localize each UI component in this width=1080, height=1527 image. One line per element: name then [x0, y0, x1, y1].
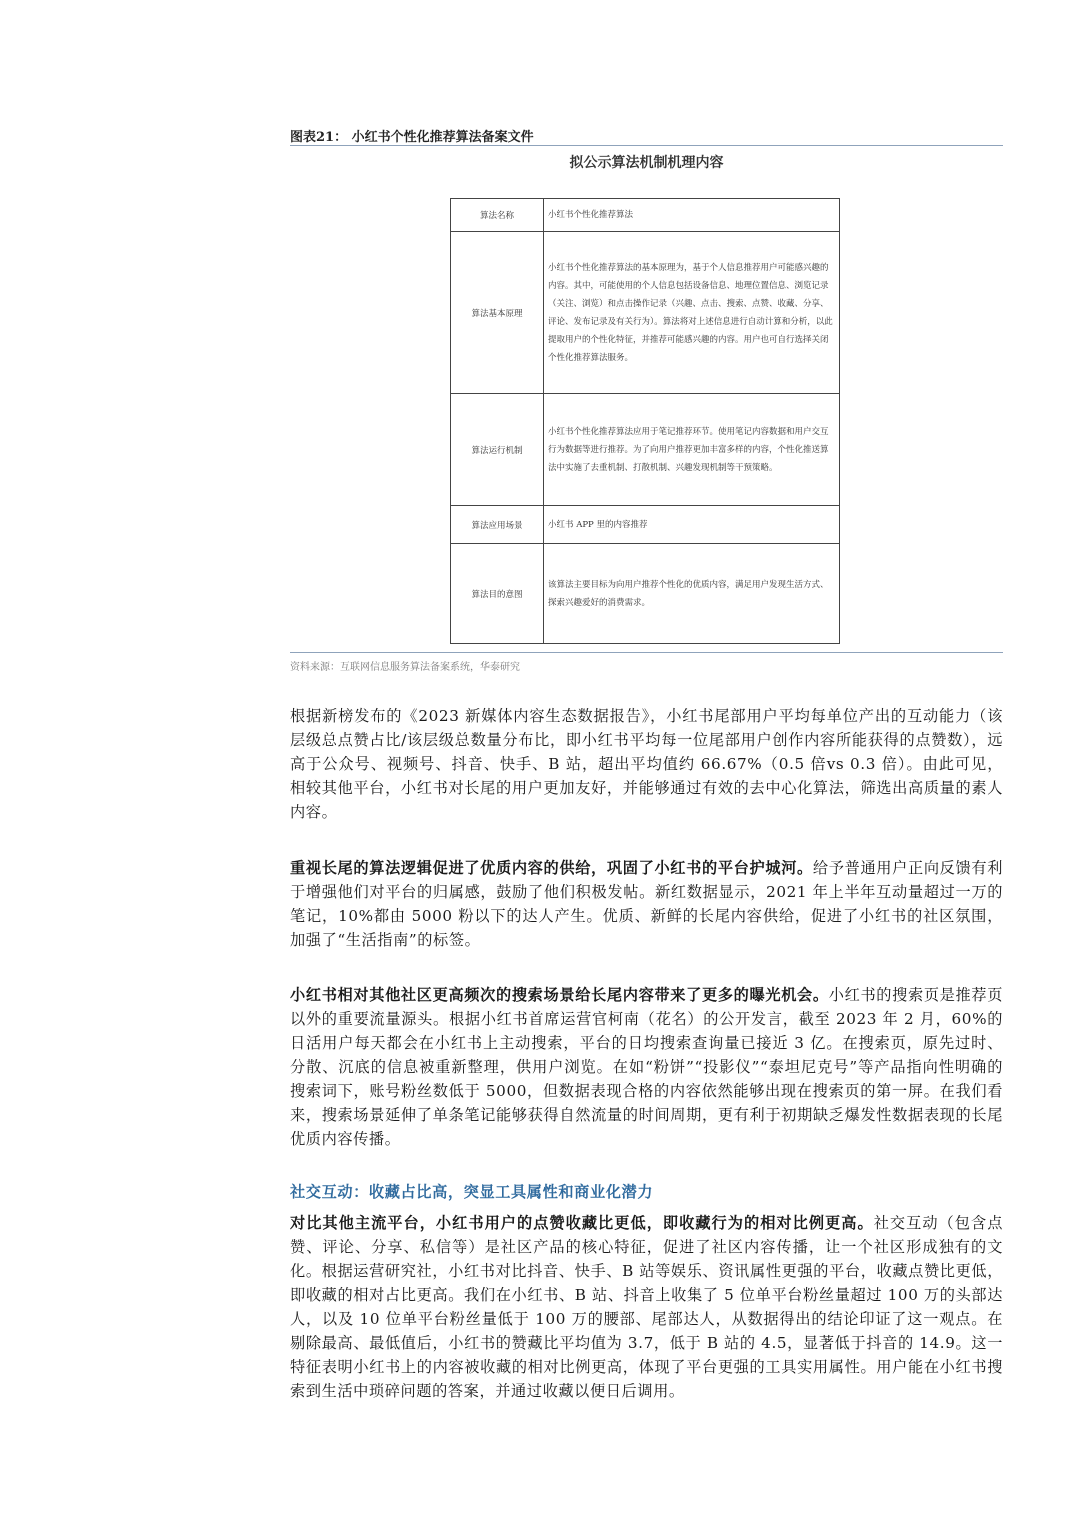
paragraph-1	[290, 704, 1003, 824]
row-label: 算法目的意图	[451, 544, 544, 644]
row-label: 算法应用场景	[451, 506, 544, 544]
row-value: 小红书 APP 里的内容推荐	[544, 506, 840, 544]
table-row	[451, 394, 840, 506]
table-row	[451, 199, 840, 232]
paragraph-text: 给予普通用户正向反馈有利于增强他们对平台的归属感，鼓励了他们积极发帖。新红数据显示，2021 年上半年互动量超过一万的笔记，10%都由 5000 粉以下的达人产生。优质、新鲜的长尾内容供给，促进了小红书的社区氛围，加强了“生活指南”的标签。	[290, 859, 1003, 949]
figure-subtitle: 拟公示算法机制机理内容	[569, 155, 724, 171]
figure-top-rule	[290, 145, 1003, 146]
paragraph-2	[290, 856, 1003, 952]
row-label: 算法基本原理	[451, 232, 544, 394]
paragraph-text: 社交互动（包含点赞、评论、分享、私信等）是社区产品的核心特征，促进了社区内容传播，让一个社区形成独有的文化。根据运营研究社，小红书对比抖音、快手、B 站等娱乐、资讯属性更强的平台，收藏点赞比更低，即收藏的相对占比更高。我们在小红书、B 站、抖音上收集了 5 位单平台粉丝量超过 100 万的头部达人，以及 10 位单平台粉丝量低于 100 万的腰部、尾部达人，从数据得出的结论印证了这一观点。在剔除最高、最低值后，小红书的赞藏比平均值为 3.7，低于 B 站的 4.5，显著低于抖音的 14.9。这一特征表明小红书上的内容被收藏的相对比例更高，体现了平台更强的工具实用属性。用户能在小红书搜索到生活中琐碎问题的答案，并通过收藏以便日后调用。	[290, 1214, 1003, 1400]
section-title: 社交互动：收藏占比高，突显工具属性和商业化潜力	[290, 1183, 654, 1201]
paragraph-text: 根据新榜发布的《2023 新媒体内容生态数据报告》，小红书尾部用户平均每单位产出的互动能力（该层级总点赞占比/该层级总数量分布比，即小红书平均每一位尾部用户创作内容所能获得的点赞数），远高于公众号、视频号、抖音、快手、B 站，超出平均值约 66.67%（0.5 倍vs 0.3 倍）。由此可见，相较其他平台，小红书对长尾的用户更加友好，并能够通过有效的去中心化算法，筛选出高质量的素人内容。	[290, 707, 1003, 821]
row-value: 该算法主要目标为向用户推荐个性化的优质内容，满足用户发现生活方式、探索兴趣爱好的消费需求。	[544, 544, 840, 644]
figure-bottom-rule	[290, 652, 1003, 653]
figure-source: 资料来源：互联网信息服务算法备案系统，华泰研究	[290, 662, 520, 673]
table-row	[451, 506, 840, 544]
row-value: 小红书个性化推荐算法应用于笔记推荐环节。使用笔记内容数据和用户交互行为数据等进行推荐。为了向用户推荐更加丰富多样的内容，个性化推送算法中实施了去重机制、打散机制、兴趣发现机制等干预策略。	[544, 394, 840, 506]
paragraph-lead: 对比其他主流平台，小红书用户的点赞收藏比更低，即收藏行为的相对比例更高。	[290, 1214, 874, 1232]
algorithm-table	[450, 198, 840, 644]
paragraph-lead: 小红书相对其他社区更高频次的搜索场景给长尾内容带来了更多的曝光机会。	[290, 986, 829, 1004]
table-row	[451, 232, 840, 394]
paragraph-3	[290, 983, 1003, 1151]
paragraph-4	[290, 1211, 1003, 1403]
figure-header: 图表21： 小红书个性化推荐算法备案文件	[290, 130, 534, 145]
paragraph-lead: 重视长尾的算法逻辑促进了优质内容的供给，巩固了小红书的平台护城河。	[290, 859, 813, 877]
row-label: 算法名称	[451, 199, 544, 232]
row-value: 小红书个性化推荐算法的基本原理为，基于个人信息推荐用户可能感兴趣的内容。其中，可能使用的个人信息包括设备信息、地理位置信息、浏览记录（关注、浏览）和点击操作记录（兴趣、点击、搜索、点赞、收藏、分享、评论、发布记录及有关行为）。算法将对上述信息进行自动计算和分析，以此提取用户的个性化特征，并推荐可能感兴趣的内容。用户也可自行选择关闭个性化推荐算法服务。	[544, 232, 840, 394]
row-label: 算法运行机制	[451, 394, 544, 506]
row-value: 小红书个性化推荐算法	[544, 199, 840, 232]
table-row	[451, 544, 840, 644]
paragraph-text: 小红书的搜索页是推荐页以外的重要流量源头。根据小红书首席运营官柯南（花名）的公开发言，截至 2023 年 2 月，60%的日活用户每天都会在小红书上主动搜索，平台的日均搜索查询量已接近 3 亿。在搜索页，原先过时、分散、沉底的信息被重新整理，供用户浏览。在如“粉饼”“投影仪”“泰坦尼克号”等产品指向性明确的搜索词下，账号粉丝数低于 5000，但数据表现合格的内容依然能够出现在搜索页的第一屏。在我们看来，搜索场景延伸了单条笔记能够获得自然流量的时间周期，更有利于初期缺乏爆发性数据表现的长尾优质内容传播。	[290, 986, 1003, 1148]
